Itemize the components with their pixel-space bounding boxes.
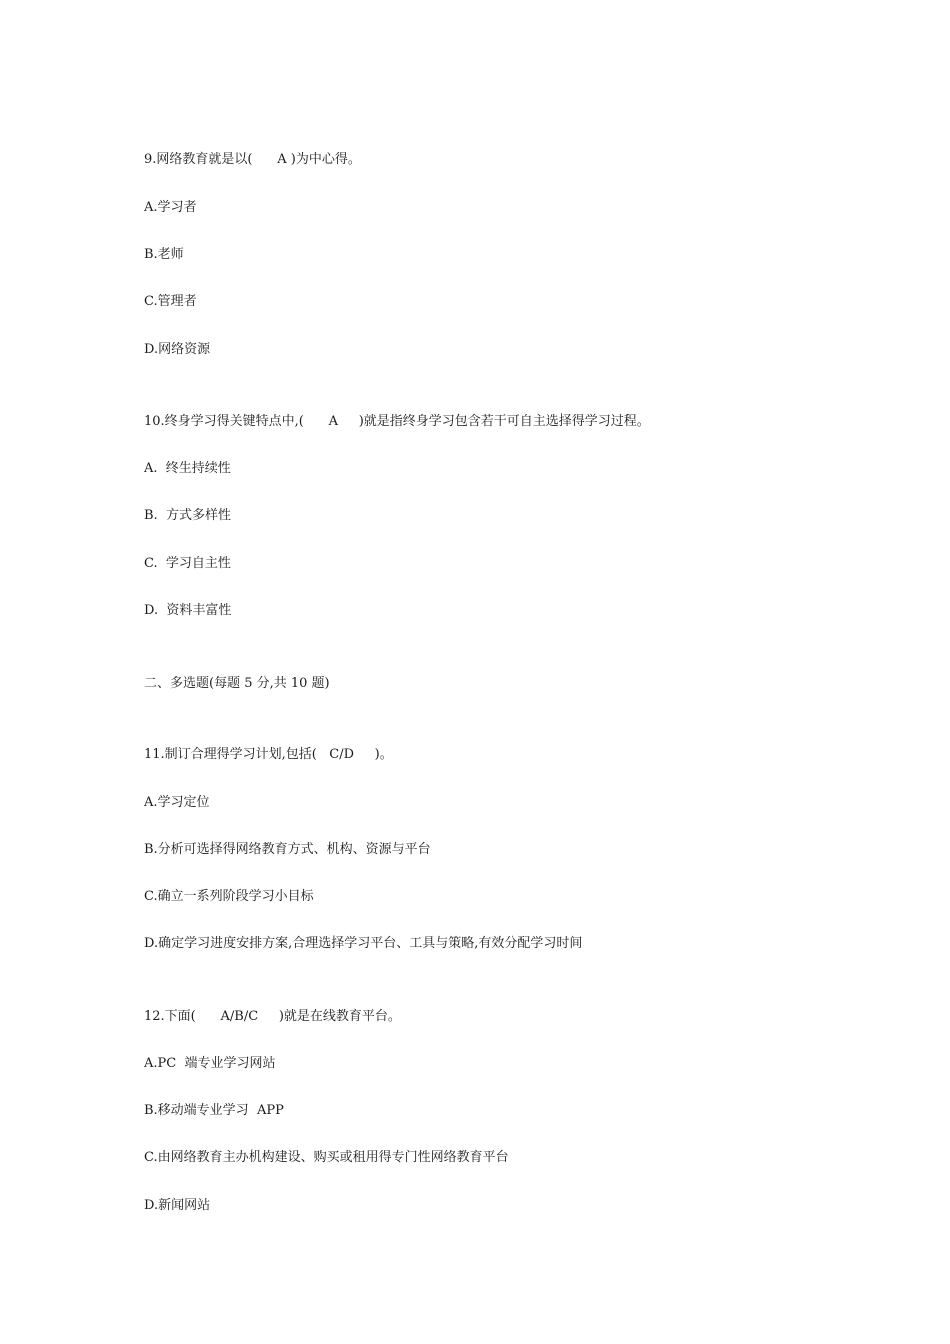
question-12-option-b: B.移动端专业学习 APP: [144, 1103, 284, 1118]
question-10-stem: 10.终身学习得关键特点中,( A )就是指终身学习包含若干可自主选择得学习过程。: [144, 414, 650, 429]
question-11-stem: 11.制订合理得学习计划,包括( C/D )。: [144, 747, 393, 762]
question-10-option-b: B. 方式多样性: [144, 508, 231, 523]
section-heading-multiple-choice: 二、多选题(每题 5 分,共 10 题): [144, 676, 330, 691]
question-10-option-c: C. 学习自主性: [144, 556, 231, 571]
question-12-stem: 12.下面( A/B/C )就是在线教育平台。: [144, 1009, 401, 1024]
question-9-option-b: B.老师: [144, 247, 184, 262]
question-12-option-c: C.由网络教育主办机构建设、购买或租用得专门性网络教育平台: [144, 1150, 509, 1165]
question-12-option-a: A.PC 端专业学习网站: [144, 1056, 276, 1071]
question-10-option-a: A. 终生持续性: [144, 461, 231, 476]
question-11-option-c: C.确立一系列阶段学习小目标: [144, 889, 314, 904]
question-9-option-c: C.管理者: [144, 294, 197, 309]
question-10-option-d: D. 资料丰富性: [144, 603, 232, 618]
question-9-option-a: A.学习者: [144, 200, 197, 215]
question-9-stem: 9.网络教育就是以( A )为中心得。: [144, 152, 361, 167]
question-9-option-d: D.网络资源: [144, 342, 211, 357]
question-12-option-d: D.新闻网站: [144, 1198, 211, 1213]
question-11-option-b: B.分析可选择得网络教育方式、机构、资源与平台: [144, 842, 431, 857]
question-11-option-d: D.确定学习进度安排方案,合理选择学习平台、工具与策略,有效分配学习时间: [144, 936, 583, 951]
question-11-option-a: A.学习定位: [144, 795, 210, 810]
